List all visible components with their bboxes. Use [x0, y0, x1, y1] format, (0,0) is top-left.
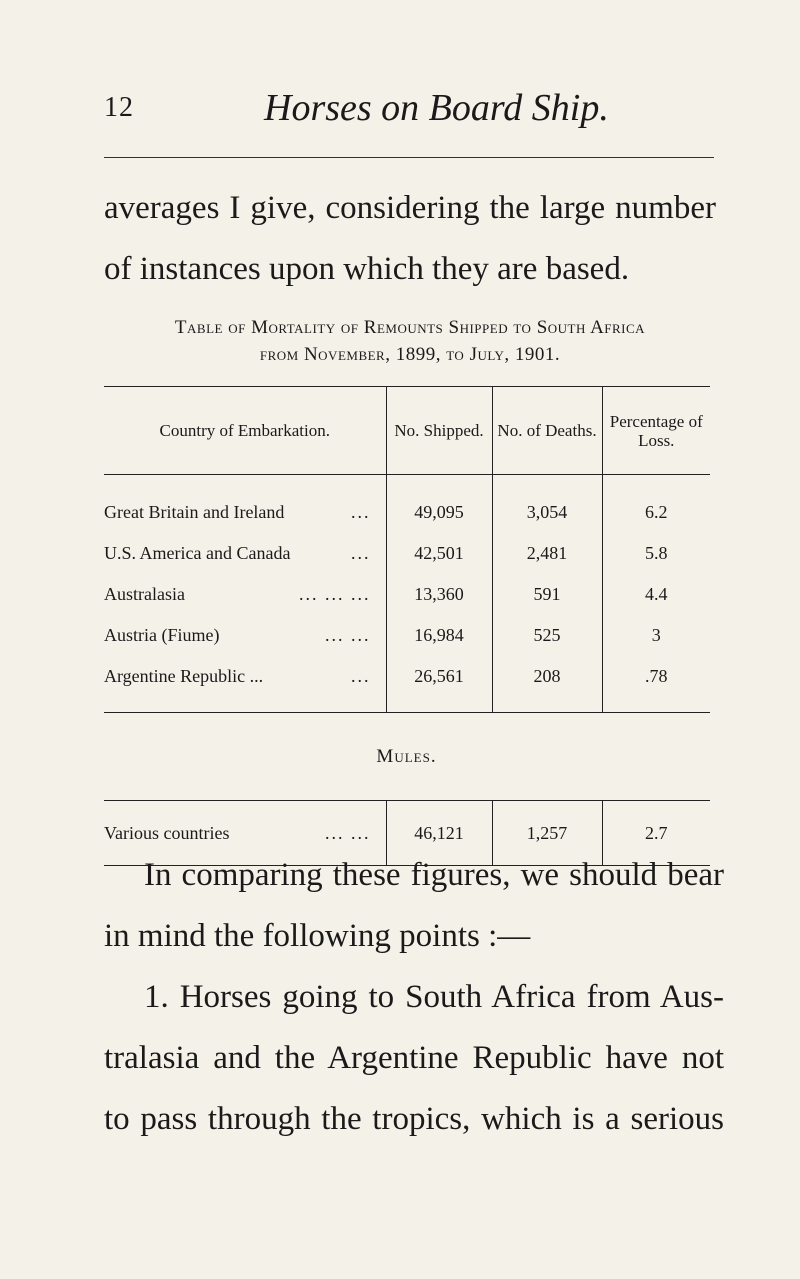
column-header-country: Country of Embarkation. — [104, 387, 386, 475]
table-caption — [104, 314, 716, 368]
intro-paragraph — [104, 178, 716, 300]
shipped-cell: 46,121 — [386, 801, 492, 866]
shipped-cell: 13,360 — [386, 574, 492, 615]
percentage-cell: 4.4 — [602, 574, 710, 615]
text-line: In comparing these figures, we should bear — [144, 857, 724, 893]
text-line: tralasia and the Argentine Republic have not — [104, 1040, 724, 1076]
text-line: of instances upon which they are based. — [104, 251, 630, 287]
deaths-cell: 591 — [492, 574, 602, 615]
country-cell: Various countries — [104, 822, 230, 843]
section-row — [104, 713, 710, 801]
table-row — [104, 615, 710, 656]
country-cell: U.S. America and Canada — [104, 543, 291, 563]
section-label: Mules. — [104, 713, 710, 801]
deaths-cell: 3,054 — [492, 475, 602, 534]
table-caption-line: Table of Mortality of Remounts Shipped to South Africa — [174, 317, 646, 338]
text-line: in mind the following points :— — [104, 918, 531, 954]
leader-dots: ... ... — [325, 822, 371, 843]
column-header-deaths: No. of Deaths. — [492, 387, 602, 475]
text-line: 1. Horses going to South Africa from Aus- — [144, 979, 724, 1015]
text-line: averages I give, considering the large number — [104, 190, 716, 226]
percentage-cell: 2.7 — [602, 801, 710, 866]
header-rule — [104, 157, 714, 158]
leader-dots: ... — [351, 502, 371, 522]
table-caption-line: from November, 1899, to July, 1901. — [259, 344, 561, 365]
table-row — [104, 533, 710, 574]
country-cell: Argentine Republic ... — [104, 666, 264, 686]
deaths-cell: 208 — [492, 656, 602, 713]
text-line: to pass through the tropics, which is a serious — [104, 1101, 724, 1137]
leader-dots: ... ... ... — [299, 584, 371, 604]
table-row — [104, 656, 710, 713]
leader-dots: ... — [351, 543, 371, 563]
table-header-row — [104, 387, 710, 475]
closing-paragraph — [104, 845, 724, 1150]
deaths-cell: 2,481 — [492, 533, 602, 574]
country-cell: Great Britain and Ireland — [104, 502, 285, 522]
leader-dots: ... — [351, 666, 371, 686]
mortality-table — [104, 386, 710, 866]
table-row — [104, 574, 710, 615]
percentage-cell: .78 — [602, 656, 710, 713]
column-header-shipped: No. Shipped. — [386, 387, 492, 475]
percentage-cell: 3 — [602, 615, 710, 656]
percentage-cell: 5.8 — [602, 533, 710, 574]
column-header-percentage: Percentage of Loss. — [602, 387, 710, 475]
page-number: 12 — [104, 92, 134, 123]
percentage-cell: 6.2 — [602, 475, 710, 534]
deaths-cell: 525 — [492, 615, 602, 656]
running-title: Horses on Board Ship. — [264, 87, 609, 129]
shipped-cell: 42,501 — [386, 533, 492, 574]
shipped-cell: 26,561 — [386, 656, 492, 713]
leader-dots: ... ... — [325, 625, 371, 645]
country-cell: Austria (Fiume) — [104, 625, 220, 645]
deaths-cell: 1,257 — [492, 801, 602, 866]
shipped-cell: 16,984 — [386, 615, 492, 656]
country-cell: Australasia — [104, 584, 185, 604]
table-row — [104, 475, 710, 534]
shipped-cell: 49,095 — [386, 475, 492, 534]
